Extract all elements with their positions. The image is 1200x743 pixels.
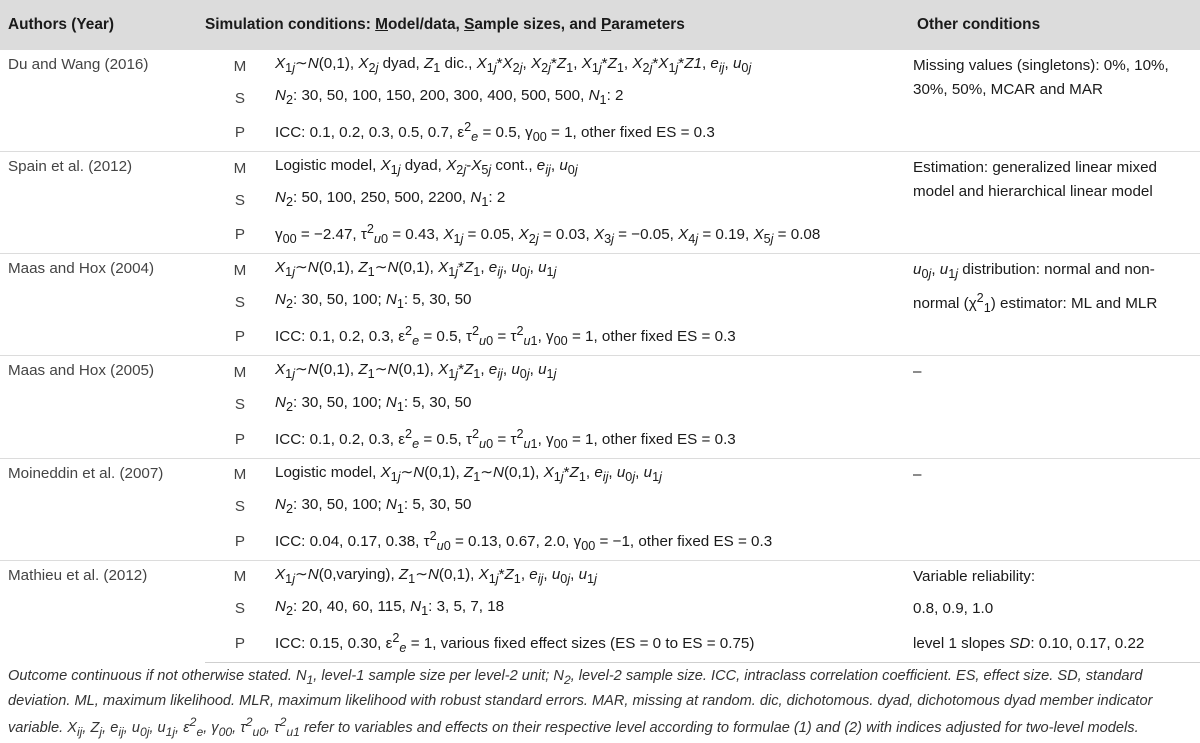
other-conditions-cell: – xyxy=(909,458,1200,560)
header-authors: Authors (Year) xyxy=(0,0,205,50)
row-type-letter: M xyxy=(205,254,271,287)
row-type-letter: M xyxy=(205,50,271,83)
header-sim-1: odel/data, xyxy=(387,15,465,33)
row-type-letter: S xyxy=(234,89,246,107)
other-conditions-cell: Estimation: generalized linear mixed model and hierarchical linear model xyxy=(909,152,1200,254)
table-row xyxy=(0,254,1200,287)
sample-cell: $N_2$: 30, 50, 100; $N_1$: 5, 30, 50 xyxy=(275,495,472,516)
row-type-letter: S xyxy=(234,600,246,618)
table-row xyxy=(0,560,1200,593)
header-sim-s: S xyxy=(464,15,475,33)
row-type-letter: M xyxy=(205,458,271,491)
other-conditions-cell: 0.8, 0.9, 1.0 xyxy=(913,600,994,618)
other-conditions-cell: $u_{0j}$, $u_{1j}$ distribution: normal and non-normal $(\chi^2_1)$ estimator: ML and MLR xyxy=(909,254,1200,356)
table-row xyxy=(0,458,1200,491)
parameters-cell: ICC: 0.15, 0.30, $\varepsilon^2_e = 1$, various fixed effect sizes (ES = 0 to ES = 0.75) xyxy=(271,625,909,663)
other-conditions-cell: – xyxy=(909,356,1200,458)
header-simulation-conditions xyxy=(205,0,909,50)
row-type-letter: S xyxy=(234,293,246,311)
row-type-letter: P xyxy=(234,328,246,346)
author-cell: Spain et al. (2012) xyxy=(0,152,205,254)
model-cell: $X_{1j}\sim N(0,1)$, $X_{2j}$ dyad, $Z_1$ dic., $X_{1j}*X_{2j}$, $X_{2j}*Z_1$, $X_{1j}*Z_1$, $X_{2j}*X_{1j}*Z1$, $e_{ij}$, $u_{0j}$ xyxy=(271,50,909,83)
parameters-cell: ICC: 0.1, 0.2, 0.3, $\varepsilon^2_e = 0.5$, $\tau^2_{u0} = \tau^2_{u1}$, $\gamma_{00} = 1$, other fixed ES = 0.3 xyxy=(275,426,736,451)
row-type-letter: P xyxy=(234,124,246,142)
other-conditions-cell: Missing values (singletons): 0%, 10%, 30%, 50%, MCAR and MAR xyxy=(909,50,1200,152)
author-cell: Moineddin et al. (2007) xyxy=(0,458,205,560)
parameters-cell: ICC: 0.1, 0.2, 0.3, 0.5, 0.7, $\varepsilon^2_e = 0.5$, $\gamma_{00} = 1$, other fixed ES = 0.3 xyxy=(275,120,715,145)
table-row xyxy=(0,50,1200,83)
model-cell: Logistic model, $X_{1j}$ dyad, $X_{2j}-X_{5j}$ cont., $e_{ij}$, $u_{0j}$ xyxy=(271,152,909,185)
row-type-letter: M xyxy=(205,356,271,389)
model-cell: $X_{1j}\sim N(0,1)$, $Z_1\sim N(0,1)$, $X_{1j}*Z_1$, $e_{ij}$, $u_{0j}$, $u_{1j}$ xyxy=(271,254,909,287)
table-header-row xyxy=(0,0,1200,50)
sample-cell: $N_2$: 30, 50, 100; $N_1$: 5, 30, 50 xyxy=(275,393,472,414)
author-cell: Maas and Hox (2005) xyxy=(0,356,205,458)
sample-cell: $N_2$: 30, 50, 100; $N_1$: 5, 30, 50 xyxy=(275,291,472,312)
sample-cell: $N_2$: 50, 100, 250, 500, 2200, $N_1$: 2 xyxy=(275,189,506,210)
author-cell: Du and Wang (2016) xyxy=(0,50,205,152)
row-type-letter: P xyxy=(234,430,246,448)
table-row xyxy=(0,356,1200,389)
header-sim-p: P xyxy=(600,15,612,33)
model-cell: $X_{1j}\sim N(0,varying)$, $Z_1\sim N(0,1)$, $X_{1j}*Z_1$, $e_{ij}$, $u_{0j}$, $u_{1j}$ xyxy=(271,560,909,593)
sample-cell: $N_2$: 20, 40, 60, 115, $N_1$: 3, 5, 7, 18 xyxy=(275,597,505,618)
model-cell: Logistic model, $X_{1j}\sim N(0,1)$, $Z_1\sim N(0,1)$, $X_{1j}*Z_1$, $e_{ij}$, $u_{0j}$, $u_{1j}$ xyxy=(271,458,909,491)
other-conditions-cell: Variable reliability: xyxy=(909,560,1200,593)
header-other-conditions: Other conditions xyxy=(909,0,1200,50)
row-type-letter: M xyxy=(205,560,271,593)
parameters-cell: $\gamma_{00} = -2.47$, $\tau^2_{u0} = 0.43$, $X_{1j} = 0.05$, $X_{2j} = 0.03$, $X_{3j} = -0.05$, $X_{4j} = 0.19$, $X_{5j} = 0.08$ xyxy=(275,222,821,247)
row-type-letter: S xyxy=(234,396,246,414)
row-type-letter: M xyxy=(205,152,271,185)
model-cell: $X_{1j}\sim N(0,1)$, $Z_1\sim N(0,1)$, $X_{1j}*Z_1$, $e_{ij}$, $u_{0j}$, $u_{1j}$ xyxy=(271,356,909,389)
author-cell: Mathieu et al. (2012) xyxy=(0,560,205,662)
parameters-cell: ICC: 0.1, 0.2, 0.3, $\varepsilon^2_e = 0.5$, $\tau^2_{u0} = \tau^2_{u1}$, $\gamma_{00} = 1$, other fixed ES = 0.3 xyxy=(275,324,736,349)
row-type-letter: P xyxy=(205,625,271,663)
row-type-letter: S xyxy=(234,191,246,209)
header-sim-3: arameters xyxy=(611,15,685,33)
header-sim-prefix: Simulation conditions: xyxy=(205,15,376,33)
header-sim-m: M xyxy=(375,15,388,33)
author-cell: Maas and Hox (2004) xyxy=(0,254,205,356)
other-conditions-cell: level 1 slopes SD: 0.10, 0.17, 0.22 xyxy=(909,625,1200,663)
sample-cell: $N_2$: 30, 50, 100, 150, 200, 300, 400, 500, 500, $N_1$: 2 xyxy=(275,87,624,108)
table-footnote: Outcome continuous if not otherwise stated. $N_1$, level-1 sample size per level-2 unit; $N_2$, level-2 sample size. ICC, intraclass correlation coefficient. ES, effect size. SD, standard deviation. ML, maximum likelihood. MLR, maximum likelihood with robust standard errors. MAR, missing at random. dic, dichotomous. dyad, dichotomous dyad member indicator variable. $X_{ij}$, $Z_j$, $e_{ij}$, $u_{0j}$, $u_{1j}$, $\varepsilon^2_e$, $\gamma_{00}$, $\tau^2_{u0}$, $\tau^2_{u1}$ refer to variables and effects on their respective level according to formulae (1) and (2) with indices adjusted for two-level models. xyxy=(8,667,1153,739)
row-type-letter: P xyxy=(234,532,246,550)
table-row xyxy=(0,152,1200,185)
header-sim-2: ample sizes, and xyxy=(474,15,601,33)
row-type-letter: P xyxy=(234,226,246,244)
parameters-cell: ICC: 0.04, 0.17, 0.38, $\tau^2_{u0} = 0.13$, 0.67, 2.0, $\gamma_{00} = -1$, other fixed ES = 0.3 xyxy=(275,528,773,553)
row-type-letter: S xyxy=(234,498,246,516)
